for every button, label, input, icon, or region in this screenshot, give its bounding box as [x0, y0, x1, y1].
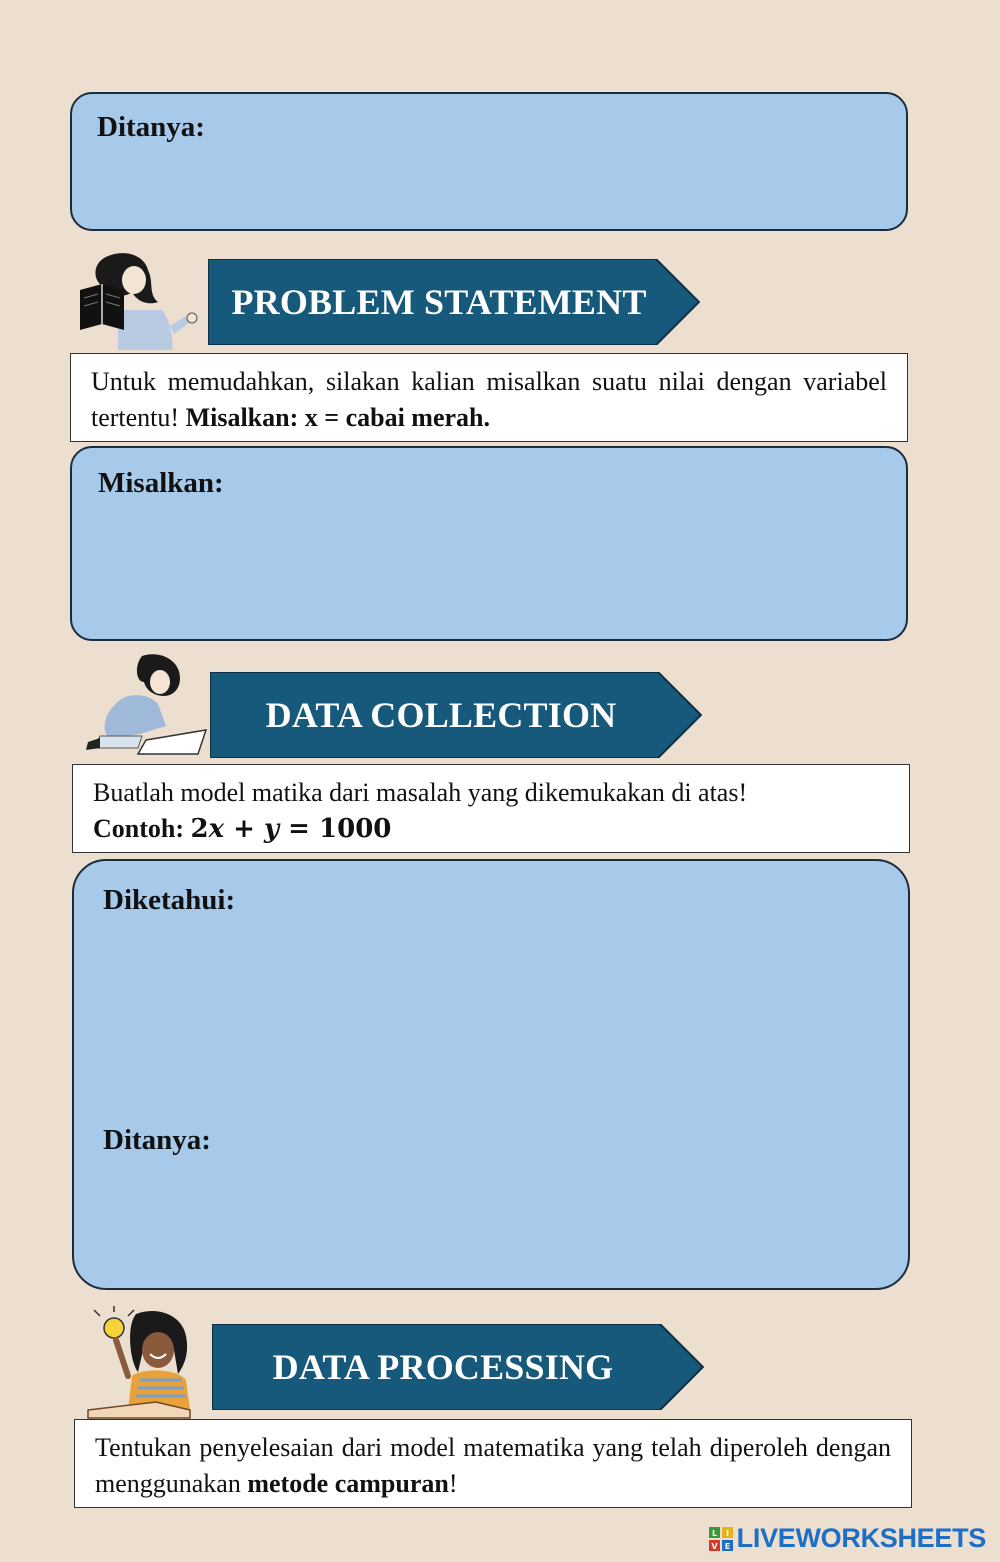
girl-lightbulb-icon: [86, 1306, 198, 1420]
diketahui-label: Diketahui:: [103, 884, 236, 916]
problem-statement-title: PROBLEM STATEMENT: [231, 282, 647, 322]
data-collection-banner: [210, 672, 702, 758]
data-collection-instruction: [72, 764, 910, 853]
example-label: Contoh:: [93, 814, 191, 843]
diketahui-ditanya-answer-box[interactable]: [72, 859, 910, 1290]
data-collection-title: DATA COLLECTION: [265, 695, 617, 735]
svg-text:E: E: [724, 1541, 730, 1551]
misalkan-label: Misalkan:: [98, 467, 224, 499]
liveworksheets-wordmark: LIVEWORKSHEETS: [736, 1523, 986, 1553]
girl-reading-book-icon: [74, 250, 204, 350]
problem-statement-banner: [208, 259, 700, 345]
instruction-end: !: [448, 1469, 458, 1498]
instruction-bold-text: metode campuran: [247, 1469, 449, 1498]
data-processing-instruction: [74, 1419, 912, 1508]
ditanya-label: Ditanya:: [103, 1124, 211, 1156]
girl-writing-icon: [80, 652, 210, 756]
liveworksheets-icon: [709, 1527, 733, 1551]
svg-text:L: L: [711, 1528, 717, 1538]
instruction-text: Buatlah model matika dari masalah yang dikemukakan di atas!: [93, 778, 748, 807]
svg-text:V: V: [711, 1541, 718, 1551]
data-processing-banner: [212, 1324, 704, 1410]
liveworksheets-logo[interactable]: [709, 1523, 986, 1554]
svg-text:I: I: [725, 1528, 729, 1538]
instruction-text: Tentukan penyelesaian dari model matematika yang telah diperoleh dengan menggunakan: [95, 1433, 891, 1498]
instruction-bold-text: Misalkan: x = cabai merah.: [185, 403, 490, 432]
ditanya-label-top: Ditanya:: [97, 111, 205, 143]
data-processing-title: DATA PROCESSING: [272, 1347, 614, 1387]
example-formula: 2x + y = 1000: [190, 814, 392, 844]
problem-statement-instruction: [70, 353, 908, 442]
instruction-text: Untuk memudahkan, silakan kalian misalkan suatu nilai dengan variabel tertentu!: [91, 367, 887, 432]
